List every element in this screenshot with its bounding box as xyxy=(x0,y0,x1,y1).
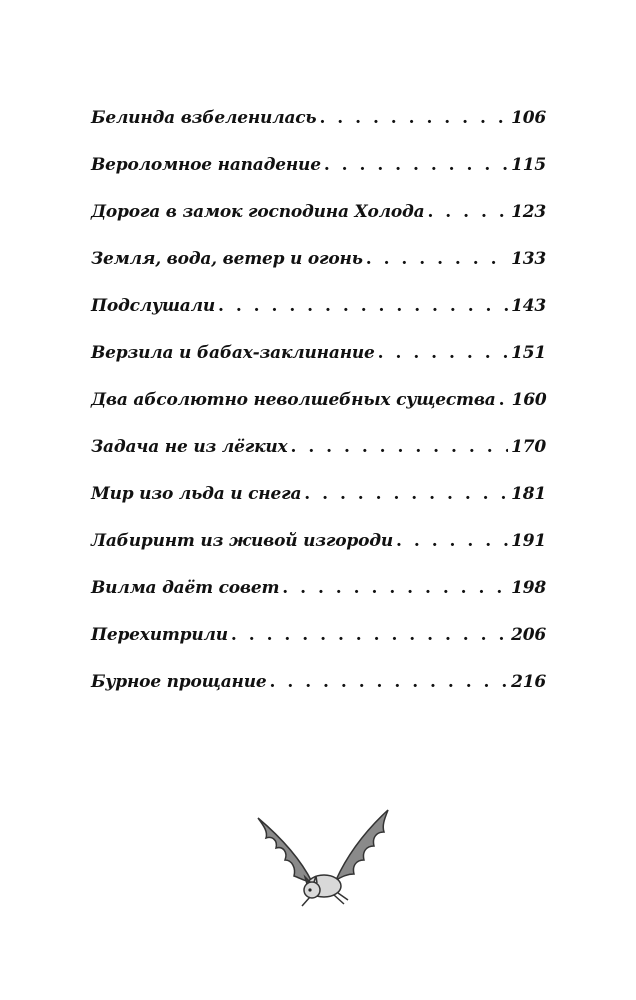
toc-dot-leader xyxy=(270,672,509,692)
table-of-contents xyxy=(91,108,546,719)
toc-entry[interactable] xyxy=(91,578,546,625)
toc-dot-leader xyxy=(218,296,508,316)
toc-entry-title: Подслушали xyxy=(91,296,215,316)
toc-entry-title: Верзила и бабах-заклинание xyxy=(91,343,375,363)
flying-bat-illustration xyxy=(250,800,400,925)
toc-dot-leader xyxy=(319,108,508,128)
toc-entry-title: Мир изо льда и снега xyxy=(91,484,302,504)
toc-entry-page: 115 xyxy=(511,155,546,175)
toc-entry-title: Перехитрили xyxy=(91,625,228,645)
toc-entry-page: 133 xyxy=(511,249,546,269)
toc-entry-title: Бурное прощание xyxy=(91,672,267,692)
toc-dot-leader xyxy=(378,343,508,363)
toc-dot-leader xyxy=(324,155,508,175)
toc-entry[interactable] xyxy=(91,296,546,343)
toc-entry-page: 191 xyxy=(511,531,546,551)
toc-entry-page: 170 xyxy=(511,437,546,457)
toc-entry-page: 106 xyxy=(511,108,546,128)
toc-entry-title: Дорога в замок господина Холода xyxy=(91,202,425,222)
toc-entry[interactable] xyxy=(91,390,546,437)
toc-dot-leader xyxy=(290,437,508,457)
toc-entry[interactable] xyxy=(91,108,546,155)
toc-entry-page: 123 xyxy=(511,202,546,222)
bat-head xyxy=(304,882,320,898)
toc-entry-page: 151 xyxy=(511,343,546,363)
bat-left-wing xyxy=(258,818,312,882)
toc-entry-title: Белинда взбеленилась xyxy=(91,108,317,128)
toc-entry[interactable] xyxy=(91,249,546,296)
bat-icon xyxy=(250,800,400,925)
toc-dot-leader xyxy=(499,390,509,410)
toc-entry-page: 143 xyxy=(511,296,546,316)
toc-entry-page: 198 xyxy=(511,578,546,598)
toc-entry[interactable] xyxy=(91,531,546,578)
bat-eye xyxy=(308,888,311,891)
toc-dot-leader xyxy=(427,202,508,222)
toc-entry[interactable] xyxy=(91,155,546,202)
toc-entry-page: 181 xyxy=(511,484,546,504)
toc-dot-leader xyxy=(366,249,508,269)
toc-entry[interactable] xyxy=(91,484,546,531)
toc-entry[interactable] xyxy=(91,672,546,719)
toc-entry[interactable] xyxy=(91,343,546,390)
toc-entry-title: Вероломное нападение xyxy=(91,155,321,175)
toc-dot-leader xyxy=(396,531,508,551)
toc-dot-leader xyxy=(231,625,508,645)
toc-entry-page: 160 xyxy=(511,390,547,410)
toc-dot-leader xyxy=(304,484,508,504)
toc-entry[interactable] xyxy=(91,625,546,672)
bat-right-wing xyxy=(336,810,388,880)
toc-entry-page: 206 xyxy=(511,625,546,645)
toc-entry[interactable] xyxy=(91,202,546,249)
toc-entry-title: Земля, вода, ветер и огонь xyxy=(91,249,363,269)
toc-entry[interactable] xyxy=(91,437,546,484)
toc-dot-leader xyxy=(282,578,508,598)
toc-entry-title: Два абсолютно неволшебных существа xyxy=(91,390,496,410)
toc-entry-page: 216 xyxy=(511,672,546,692)
toc-entry-title: Лабиринт из живой изгороди xyxy=(91,531,394,551)
toc-entry-title: Вилма даёт совет xyxy=(91,578,280,598)
toc-entry-title: Задача не из лёгких xyxy=(91,437,288,457)
